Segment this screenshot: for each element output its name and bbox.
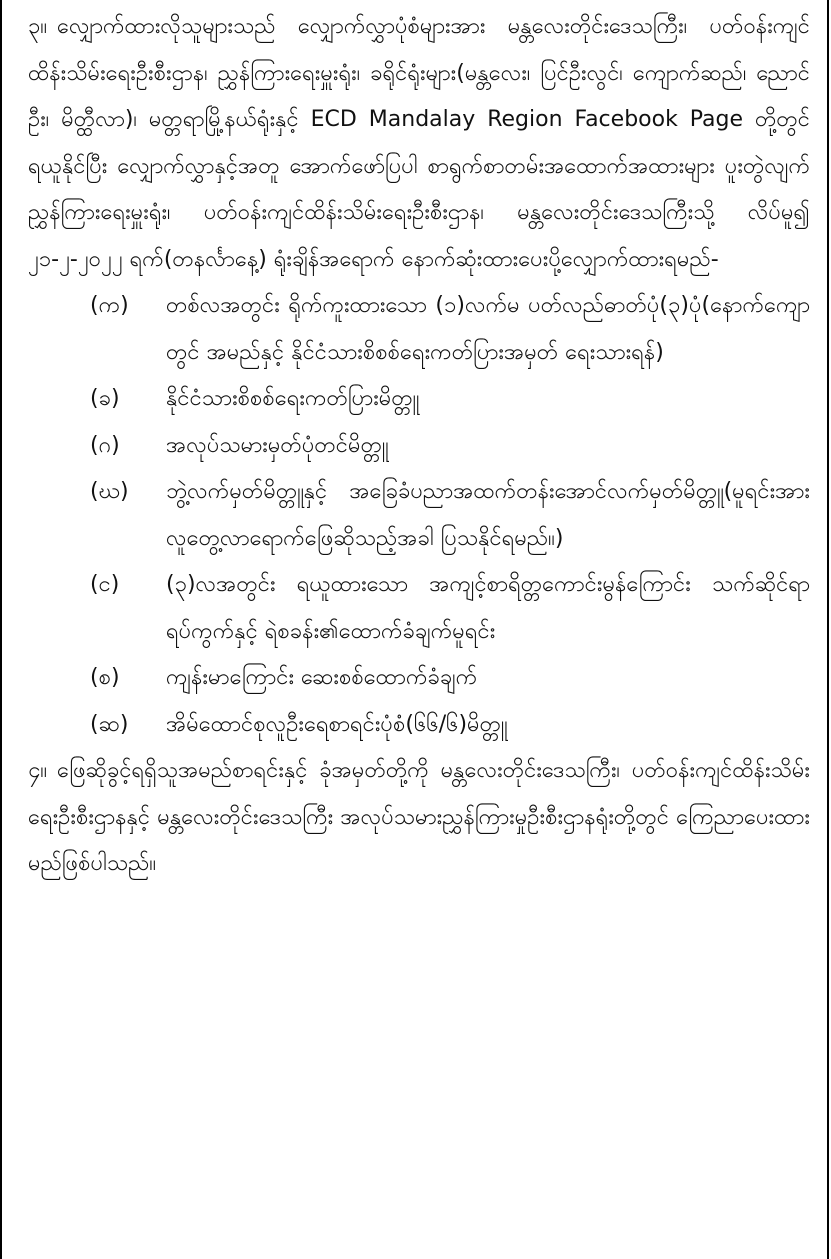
requirement-label: (စ): [90, 665, 120, 690]
requirement-item-kha: [90, 376, 810, 423]
requirement-item-sa: [90, 655, 810, 702]
paragraph-3-number: ၃။: [28, 14, 48, 39]
requirement-text: (၃)လအတွင်း ရယူထားသော အကျင့်စာရိတ္တကောင်းမွန်ကြောင်း သက်ဆိုင်ရာ ရပ်ကွက်နှင့် ရဲစခန်း၏ထောက်ခံချက်မူရင်း: [166, 572, 810, 644]
requirement-label: (ဃ): [90, 479, 129, 504]
requirement-text: အလုပ်သမားမှတ်ပုံတင်မိတ္တူ: [166, 432, 389, 458]
requirement-text: နိုင်ငံသားစိစစ်ရေးကတ်ပြားမိတ္တူ: [166, 386, 420, 411]
requirement-item-nga: [90, 562, 810, 655]
requirement-label: (ဂ): [90, 432, 120, 458]
document-body: [28, 4, 810, 888]
requirement-text: ကျန်းမာကြောင်း ဆေးစစ်ထောက်ခံချက်: [166, 665, 478, 690]
requirement-label: (ခ): [90, 386, 120, 411]
requirement-label: (ဆ): [90, 711, 129, 737]
paragraph-3-text: လျှောက်ထားလိုသူများသည် လျှောက်လွှာပုံစံများအား မန္တလေးတိုင်းဒေသကြီး၊ ပတ်ဝန်းကျင်ထိန်းသိမ်းရေးဦးစီးဌာန၊ ညွှန်ကြားရေးမှူးရုံး၊ ခရိုင်ရုံးများ(မန္တလေး၊ ပြင်ဦးလွင်၊ ကျောက်ဆည်၊ ညောင်ဦး၊ မိတ္ထီလာ)၊ မတ္တရာမြို့နယ်ရုံးနှင့် ECD Mandalay Region Facebook Page တို့တွင် ရယူနိုင်ပြီး လျှောက်လွှာနှင့်အတူ အောက်ဖော်ပြပါ စာရွက်စာတမ်းအထောက်အထားများ ပူးတွဲလျက် ညွှန်ကြားရေးမှူးရုံး၊ ပတ်ဝန်းကျင်ထိန်းသိမ်းရေးဦးစီးဌာန၊ မန္တလေးတိုင်းဒေသကြီးသို့ လိပ်မူ၍ ၂၁-၂-၂၀၂၂ ရက်(တနင်္လာနေ့) ရုံးချိန်အရောက် နောက်ဆုံးထားပေးပို့လျှောက်ထားရမည်-: [28, 14, 810, 272]
requirement-label: (က): [90, 293, 129, 318]
requirement-item-ka: [90, 283, 810, 376]
requirement-label: (င): [90, 572, 120, 597]
requirement-text: ဘွဲ့လက်မှတ်မိတ္တူနှင့် အခြေခံပညာအထက်တန်းအောင်လက်မှတ်မိတ္တူ(မူရင်းအား လူတွေ့လာရောက်ဖြေဆိုသည့်အခါ ပြသနိုင်ရမည်။): [166, 479, 810, 551]
requirement-text: တစ်လအတွင်း ရိုက်ကူးထားသော (၁)လက်မ ပတ်လည်ဓာတ်ပုံ(၃)ပုံ(နောက်ကျောတွင် အမည်နှင့် နိုင်ငံသားစိစစ်ရေးကတ်ပြားအမှတ် ရေးသားရန်): [166, 293, 810, 365]
requirement-item-gha: [90, 469, 810, 562]
paragraph-4-number: ၄။: [28, 758, 48, 783]
requirement-item-ga: [90, 423, 810, 470]
paragraph-4: [28, 748, 810, 888]
requirement-item-hsa: [90, 702, 810, 749]
paragraph-3: [28, 4, 810, 283]
paragraph-4-text: ဖြေဆိုခွင့်ရရှိသူအမည်စာရင်းနှင့် ခုံအမှတ်တို့ကို မန္တလေးတိုင်းဒေသကြီး၊ ပတ်ဝန်းကျင်ထိန်းသိမ်းရေးဦးစီးဌာနနှင့် မန္တလေးတိုင်းဒေသကြီး အလုပ်သမားညွှန်ကြားမှုဦးစီးဌာနရုံးတို့တွင် ကြေညာပေးထားမည်ဖြစ်ပါသည်။: [28, 758, 810, 876]
requirement-text: အိမ်ထောင်စုလူဦးရေစာရင်းပုံစံ(၆၆/၆)မိတ္တူ: [166, 711, 508, 737]
